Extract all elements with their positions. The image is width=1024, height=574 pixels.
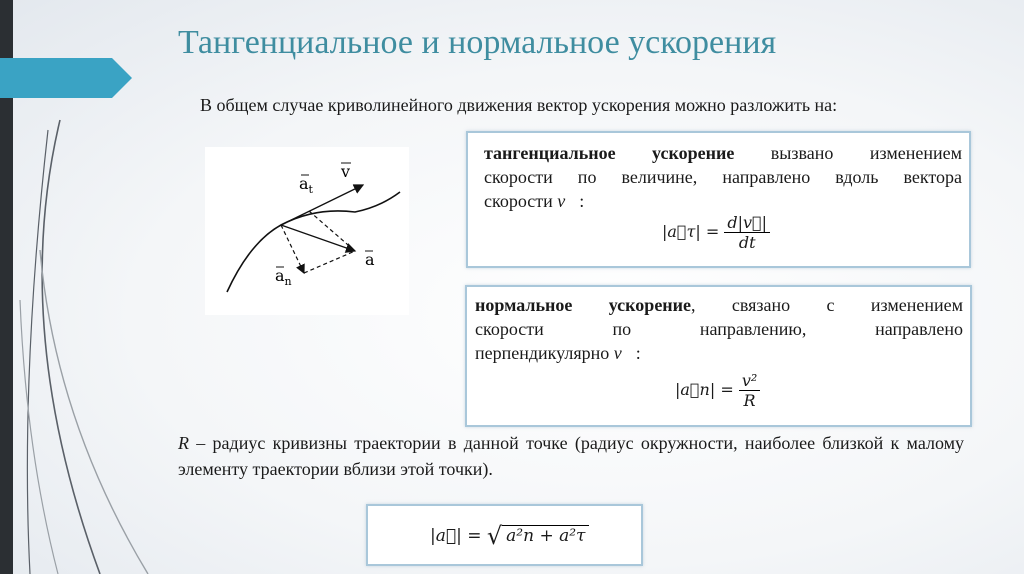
intro-text: В общем случае криволинейного движения вектор ускорения можно разложить на: — [200, 95, 838, 115]
normal-formula — [675, 371, 760, 410]
total-formula-lhs: |a⃗| = — [430, 526, 482, 546]
radius-description: R – радиус кривизны траектории в данной точке (радиус окружности, наиболее близкой к малому элементу траектории вблизи этой точки). — [178, 433, 964, 479]
label-v: v — [341, 162, 351, 181]
radius-symbol: R — [178, 433, 189, 453]
trajectory-curve — [227, 192, 400, 292]
normal-line-1: нормальное ускорение, связано с изменением — [475, 295, 964, 315]
normal-term: нормальное ускорение — [475, 295, 692, 315]
tangential-line-3: скорости v⃗: — [484, 191, 585, 211]
normal-formula-lhs: |a⃗n| = — [675, 380, 734, 399]
slide-title: Тангенциальное и нормальное ускорения — [178, 24, 777, 61]
tangential-acceleration-box — [466, 131, 971, 268]
label-an: $a_n$ — [275, 266, 292, 288]
acceleration-diagram — [205, 147, 409, 315]
normal-fraction: $\frac{\text{v²}}{R}$ — [739, 371, 760, 410]
normal-acceleration-box — [465, 285, 972, 427]
label-a: a — [365, 250, 375, 269]
tangential-line-2: скорости по величине, направлено вдоль вектора — [484, 167, 962, 187]
normal-component-dashed — [304, 251, 355, 273]
total-formula: |a⃗| = √ a²n + a²τ — [430, 522, 589, 550]
tangential-line-1: тангенциальное ускорение вызвано изменением — [484, 143, 962, 163]
normal-line-2: скорости по направлению, направлено — [475, 319, 963, 339]
velocity-vector — [281, 185, 363, 225]
tangential-term: тангенциальное ускорение — [484, 143, 735, 163]
tangential-formula — [662, 213, 770, 252]
tangential-component-dashed — [309, 211, 355, 251]
label-at: $a_t$ — [299, 174, 313, 196]
normal-line-3: перпендикулярно v⃗: — [475, 343, 641, 363]
diagram-svg — [205, 147, 409, 315]
tangential-fraction: $\frac{d|v⃗|}{dt}$ — [724, 213, 770, 252]
tangential-formula-lhs: |a⃗τ| = — [662, 222, 720, 241]
total-radicand: a²n + a²τ — [502, 525, 589, 546]
total-acceleration-box — [366, 504, 643, 566]
title-arrow-tab — [0, 58, 132, 98]
